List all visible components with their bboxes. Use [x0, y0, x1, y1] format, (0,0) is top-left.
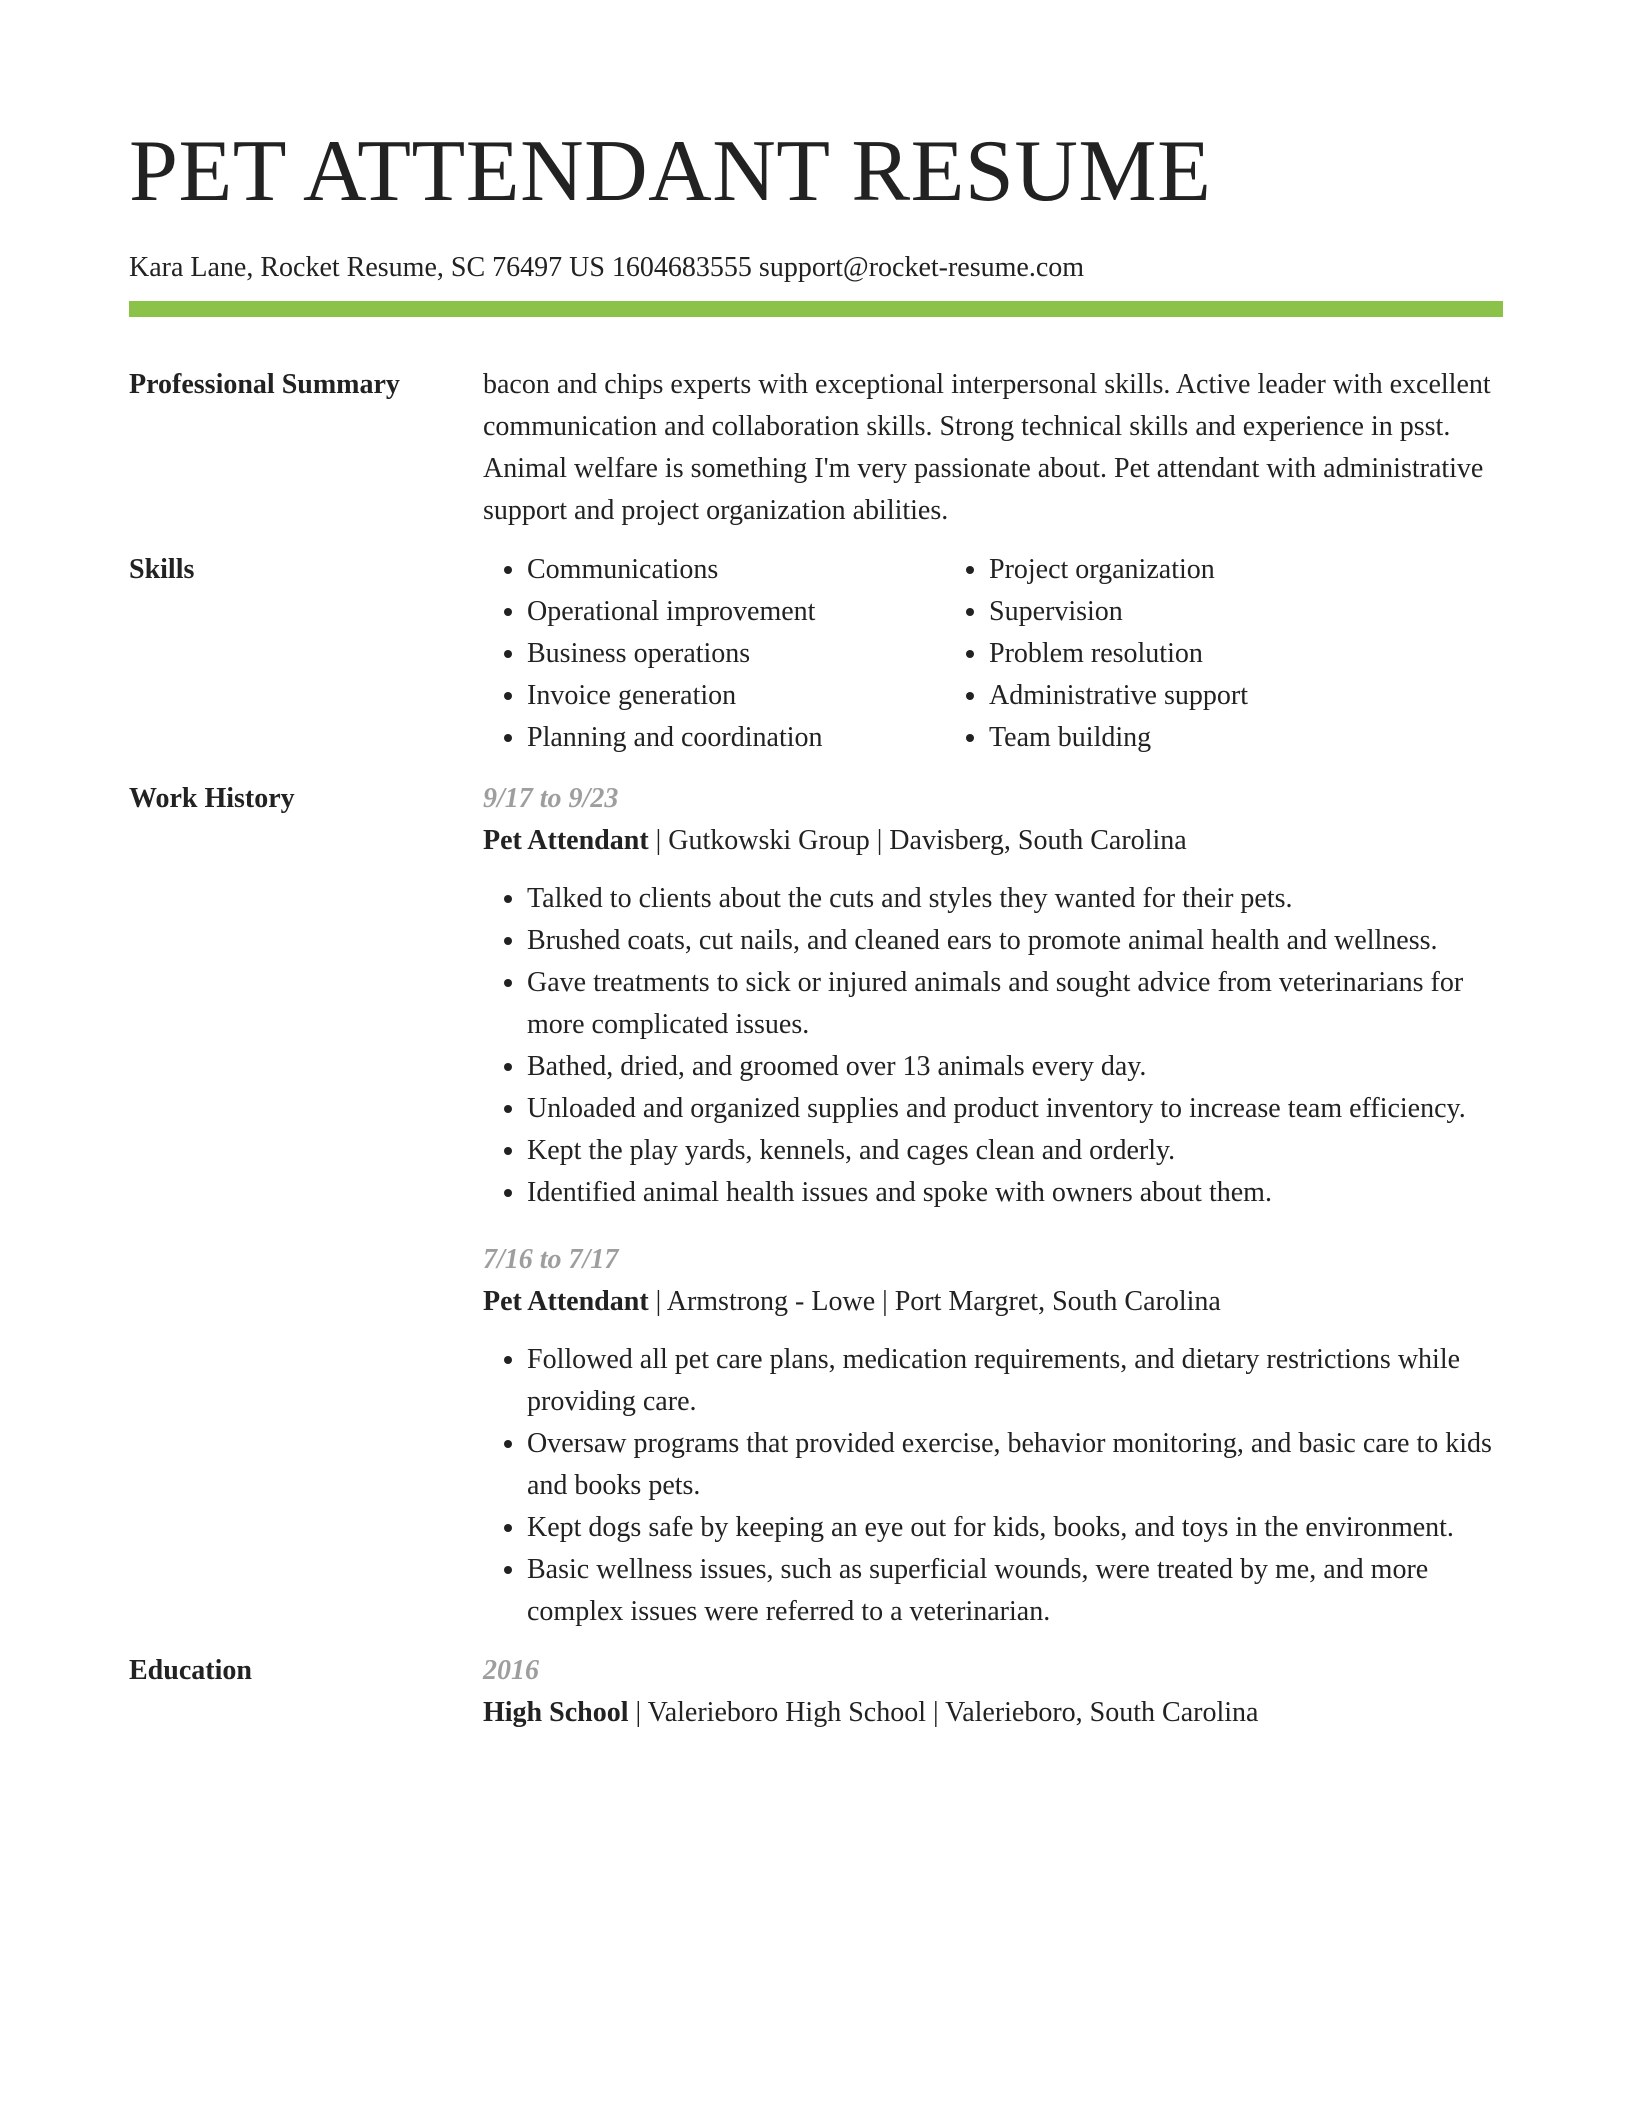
job-employer-location: | Gutkowski Group | Davisberg, South Carolina	[648, 825, 1187, 856]
skills-section	[129, 549, 1503, 759]
job-entry	[483, 778, 1503, 1214]
contact-line: Kara Lane, Rocket Resume, SC 76497 US 1604683555 support@rocket-resume.com	[129, 252, 1085, 283]
job-duty-item: • Kept dogs safe by keeping an eye out for kids, books, and toys in the environment.	[527, 1507, 1503, 1549]
education-section	[129, 1650, 1503, 1734]
job-duty-item: • Oversaw programs that provided exercise, behavior monitoring, and basic care to kids and books pets.	[527, 1423, 1503, 1507]
job-duty-item: • Talked to clients about the cuts and styles they wanted for their pets.	[527, 878, 1503, 920]
summary-text: bacon and chips experts with exceptional interpersonal skills. Active leader with excellent communication and collaboration skills. Strong technical skills and experience in psst. Animal welfare is something I'm very passionate about. Pet attendant with administrative support and project organization abilities.	[483, 369, 1491, 526]
summary-body	[483, 364, 1503, 532]
skill-item: • Administrative support	[989, 675, 1503, 717]
job-duties-list	[483, 878, 1503, 1214]
skill-item: • Planning and coordination	[527, 717, 945, 759]
professional-summary-section	[129, 364, 1503, 532]
job-dates: 7/16 to 7/17	[483, 1244, 619, 1275]
job-duty-item: • Followed all pet care plans, medication requirements, and dietary restrictions while providing care.	[527, 1339, 1503, 1423]
skills-list-right	[945, 549, 1503, 759]
education-year: 2016	[483, 1655, 539, 1686]
job-duty-item: • Identified animal health issues and spoke with owners about them.	[527, 1172, 1503, 1214]
education-body	[483, 1650, 1503, 1734]
resume-title: PET ATTENDANT RESUME	[129, 123, 1212, 220]
skill-item: • Invoice generation	[527, 675, 945, 717]
education-degree: High School	[483, 1697, 629, 1728]
skill-item: • Project organization	[989, 549, 1503, 591]
skills-list-left	[483, 549, 945, 759]
education-heading	[483, 1692, 1503, 1734]
skill-item: • Operational improvement	[527, 591, 945, 633]
work-history-body	[483, 778, 1503, 1633]
job-duty-item: • Gave treatments to sick or injured animals and sought advice from veterinarians for more complicated issues.	[527, 962, 1503, 1046]
job-title: Pet Attendant	[483, 1286, 649, 1317]
job-duty-item: • Brushed coats, cut nails, and cleaned ears to promote animal health and wellness.	[527, 920, 1503, 962]
section-label-work-history: Work History	[129, 783, 295, 814]
skill-item: • Business operations	[527, 633, 945, 675]
work-history-section	[129, 778, 1503, 1633]
job-duties-list	[483, 1339, 1503, 1633]
skill-item: • Communications	[527, 549, 945, 591]
section-label-summary: Professional Summary	[129, 369, 400, 400]
job-duty-item: • Basic wellness issues, such as superficial wounds, were treated by me, and more complex issues were referred to a veterinarian.	[527, 1549, 1503, 1633]
education-school-location: | Valerieboro High School | Valerieboro, South Carolina	[628, 1697, 1259, 1728]
section-label-skills: Skills	[129, 554, 195, 585]
job-duty-item: • Kept the play yards, kennels, and cages clean and orderly.	[527, 1130, 1503, 1172]
job-employer-location: | Armstrong - Lowe | Port Margret, South Carolina	[648, 1286, 1221, 1317]
job-heading	[483, 1281, 1503, 1323]
job-dates: 9/17 to 9/23	[483, 783, 619, 814]
section-label-education: Education	[129, 1655, 252, 1686]
job-title: Pet Attendant	[483, 825, 649, 856]
skill-item: • Problem resolution	[989, 633, 1503, 675]
skill-item: • Team building	[989, 717, 1503, 759]
job-duty-item: • Bathed, dried, and groomed over 13 animals every day.	[527, 1046, 1503, 1088]
skill-item: • Supervision	[989, 591, 1503, 633]
job-duty-item: • Unloaded and organized supplies and product inventory to increase team efficiency.	[527, 1088, 1503, 1130]
skills-grid	[483, 549, 1503, 759]
header-accent-rule	[129, 301, 1503, 317]
job-heading	[483, 820, 1503, 862]
job-entry	[483, 1239, 1503, 1633]
